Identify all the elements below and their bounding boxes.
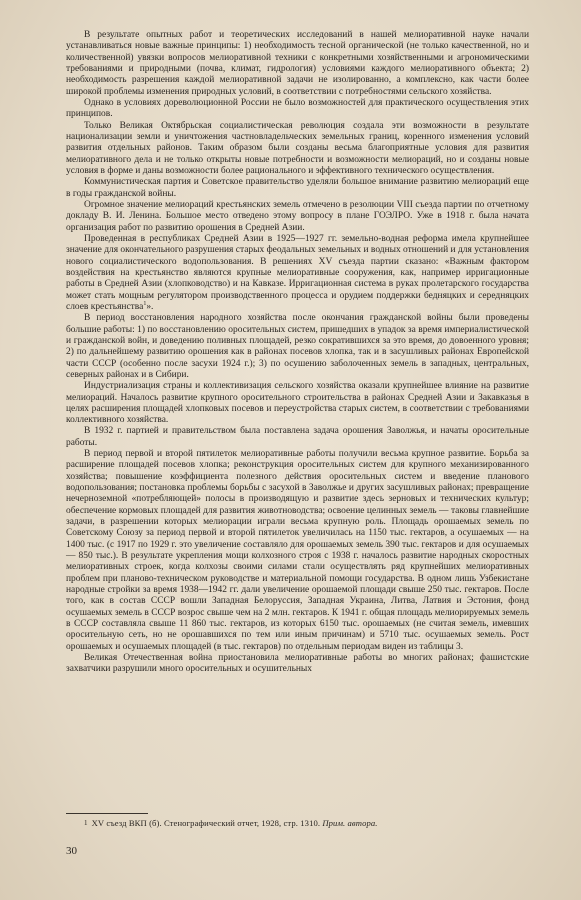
paragraph: В результате опытных работ и теоретических исследований в нашей мелиоративной науке начали устанавливаться новые важные принципы: 1) необходимость тесной органической (не только качественной, но и количественной) увязки вопросов мелиоративной техники с конкретными хозяйственными и агрономическими требованиями и природными (почва, климат, гидрология) условиями каждого мелиоративного объекта; 2) необходимость разрешения каждой мелиоративной задачи не изолированно, а комплексно, как части более широкой проблемы изменения природных условий, в соответствии с потребностями сельского хозяйства. [66,30,529,97]
footnote-author-note: Прим. автора. [322,818,378,828]
quote-close: ». [146,301,154,312]
footnote-divider [66,813,148,814]
footnote-text: XV съезд ВКП (б). Стенографический отчет, 1928, стр. 1310. [91,818,321,828]
footnote-ref: 1 [143,300,147,307]
paragraph: Коммунистическая партия и Советское правительство уделяли большое внимание развитию мелиораций еще в годы гражданской войны. [66,177,529,199]
paragraph-text: Проведенная в республиках Средней Азии в 1925—1927 гг. земельно-водная реформа имела крупнейшее значение для окончательного разрушения старых феодальных земельных и водных отношений и для установления нового социалистического водопользования. В решениях XV съезда партии сказано: «Важным фактором воздействия на крестьянство являются крупные мелиоративные сооружения, как, например ирригационные работы в Средней Азии (хлопководство) и на Кавказе. Ирригационная система в руках пролетарского государства может стать мощным регулятором производственного процесса и орудием поддержки бедняцких и середняцких слоев крестьянства [66,233,529,312]
paragraph: Огромное значение мелиораций крестьянских земель отмечено в резолюции VIII съезда партии по отчетному докладу В. И. Ленина. Большое место отведено этому вопросу в плане ГОЭЛРО. Уже в 1918 г. была начата организация работ по развитию орошения в Средней Азии. [66,199,529,233]
paragraph: Однако в условиях дореволюционной России не было возможностей для практического осуществления этих принципов. [66,97,529,120]
paragraph-with-footnote-ref [66,234,529,313]
body-text [66,30,529,676]
footnote [84,818,529,829]
paragraph: Только Великая Октябрьская социалистическая революция создала эти возможности в результате национализации земли и уничтожения частновладельческих земельных границ, коренного изменения условий развития отдельных районов. Таким образом были созданы весьма благоприятные условия для развития мелиоративного дела и не только открыты новые потребности и возможности мелиораций, но и созданы новые условия в форме и даны возможности более рационального и эффективного технического осуществления. [66,120,529,176]
paragraph: Великая Отечественная война приостановила мелиоративные работы во многих районах; фашистские захватчики разрушили много оросительных и осушительных [66,653,529,675]
paragraph: В период первой и второй пятилеток мелиоративные работы получили весьма крупное развитие. Борьба за расширение площадей посевов хлопка; реконструкция оросительных систем для крупного механизированного хозяйства; повышение коэффициента полезного действия оросительных систем и введение планового водопользования; постановка проблемы борьбы с засухой в Заволжье и других засушливых районах; превращение нечерноземной «потребляющей» полосы в производящую и развитие здесь зерновых и технических культур; обеспечение кормовых площадей для развития животноводства; освоение целинных земель — таковы главнейшие задачи, в разрешении которых мелиорации играли весьма крупную роль. Площадь орошаемых земель по Советскому Союзу за период первой и второй пятилеток увеличилась на 1150 тыс. гектаров, а осушаемых — на 1400 тыс. (с 1917 по 1929 г. это увеличение составляло для орошаемых земель 390 тыс. гектаров и для осушаемых — 850 тыс.). В результате укрепления мощи колхозного строя с 1938 г. началось развитие народных скоростных мелиоративных строек, когда колхозы своими силами стали осуществлять ряд крупнейших мелиоративных проблем при планово-техническом руководстве и материальной помощи государства. В одном лишь Узбекистане народные стройки за время 1938—1942 гг. дали увеличение орошаемой площади свыше 250 тыс. гектаров. После того, как в состав СССР вошли Западная Белоруссия, Западная Украина, Литва, Латвия и Эстония, фонд осушаемых земель в СССР возрос свыше чем на 2 млн. гектаров. К 1941 г. общая площадь мелиорируемых земель в СССР составляла свыше 11 860 тыс. гектаров, из которых 6150 тыс. орошаемых (не считая земель, имевших оросительную сеть, но не орошавшихся по тем или иным причинам) и 5710 тыс. осушаемых земель. Рост орошаемых и осушаемых площадей (в тыс. гектаров) по отдельным периодам виден из таблицы 3. [66,449,529,652]
page-number: 30 [66,845,77,857]
paragraph: В 1932 г. партией и правительством была поставлена задача орошения Заволжья, и начаты оросительные работы. [66,426,529,448]
footnote-mark: 1 [84,819,88,827]
paragraph: В период восстановления народного хозяйства после окончания гражданской войны были проведены большие работы: 1) по восстановлению оросительных систем, пришедших в упадок за время империалистической и гражданской войн, и доведению поливных площадей, резко сократившихся за это время, до довоенного уровня; 2) по дальнейшему развитию орошения как в районах посевов хлопка, так и в засушливых районах Европейской части СССР (особенно после засухи 1924 г.); 3) по осушению заболоченных земель в западных, центральных, северных районах и в Сибири. [66,313,529,380]
paragraph: Индустриализация страны и коллективизация сельского хозяйства оказали крупнейшее влияние на развитие мелиораций. Началось развитие крупного оросительного строительства в районах Средней Азии и Закавказья в целях расширения площадей хлопковых посевов и переустройства старых систем, в соответствии с требованиями коллективного хозяйства. [66,381,529,426]
